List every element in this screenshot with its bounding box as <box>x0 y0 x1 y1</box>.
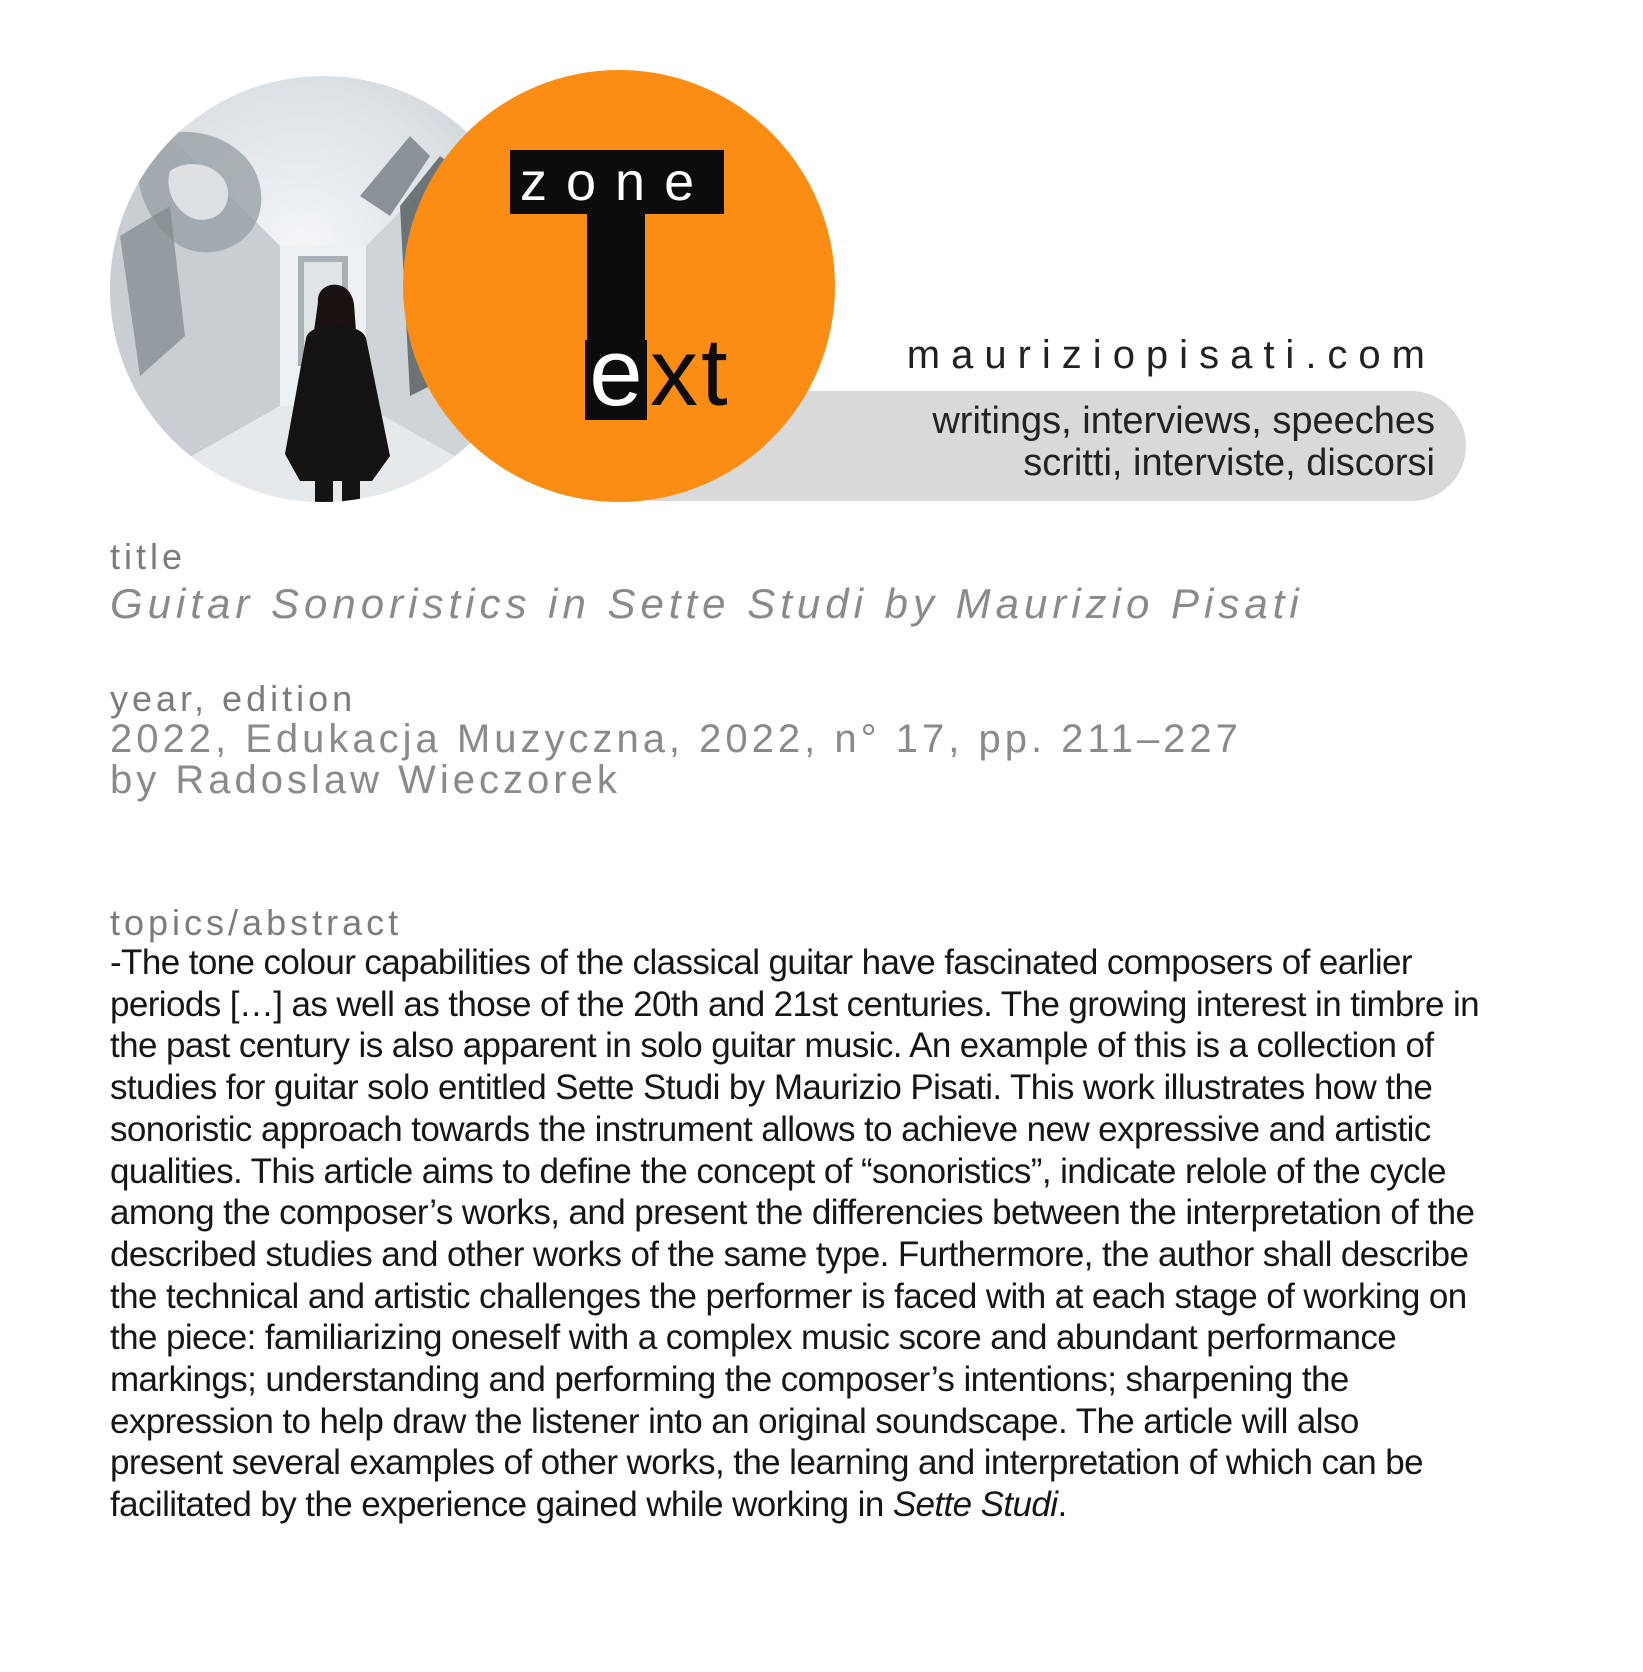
abstract-text <box>110 942 1480 1526</box>
logo-zone-word: zone <box>520 152 714 212</box>
title-value: Guitar Sonoristics in Sette Studi by Maurizio Pisati <box>110 580 1304 627</box>
edition-value: 2022, Edukacja Muzyczna, 2022, n° 17, pp. 211–227 <box>110 717 1242 761</box>
title-label: title <box>110 536 187 577</box>
tagline-english: writings, interviews, speeches <box>932 400 1435 442</box>
year-edition-label: year, edition <box>110 678 357 719</box>
abstract-body: -The tone colour capabilities of the classical guitar have fascinated composers of earlier periods […] as well as those of the 20th and 21st centuries. The growing interest in timbre in the past century is also apparent in solo guitar music. An example of this is a collection of studies for guitar solo entitled Sette Studi by Maurizio Pisati. This work illustrates how the sonoristic approach towards the instrument allows to achieve new expressive and artistic qualities. This article aims to define the concept of “sonoristics”, indicate relole of the cycle among the composer’s works, and present the differencies between the interpretation of the described studies and other works of the same type. Furthermore, the author shall describe the technical and artistic challenges the performer is faced with at each stage of working on the piece: familiarizing oneself with a complex music score and abundant performance markings; understanding and performing the composer’s intentions; sharpening the expression to help draw the listener into an original soundscape. The article will also present several examples of other works, the learning and interpretation of which can be facilitated by the experience gained while working in <box>110 943 1479 1525</box>
logo-xt-letters: xt <box>650 319 731 426</box>
abstract-italic-title: Sette Studi <box>892 1485 1058 1525</box>
site-link[interactable]: mauriziopisati.com <box>906 333 1436 377</box>
abstract-label: topics/abstract <box>110 902 403 943</box>
abstract-period: . <box>1057 1485 1067 1525</box>
tagline-italian: scritti, interviste, discorsi <box>1023 442 1435 484</box>
author-value: by Radoslaw Wieczorek <box>110 758 621 802</box>
logo-e-letter: e <box>589 319 643 426</box>
